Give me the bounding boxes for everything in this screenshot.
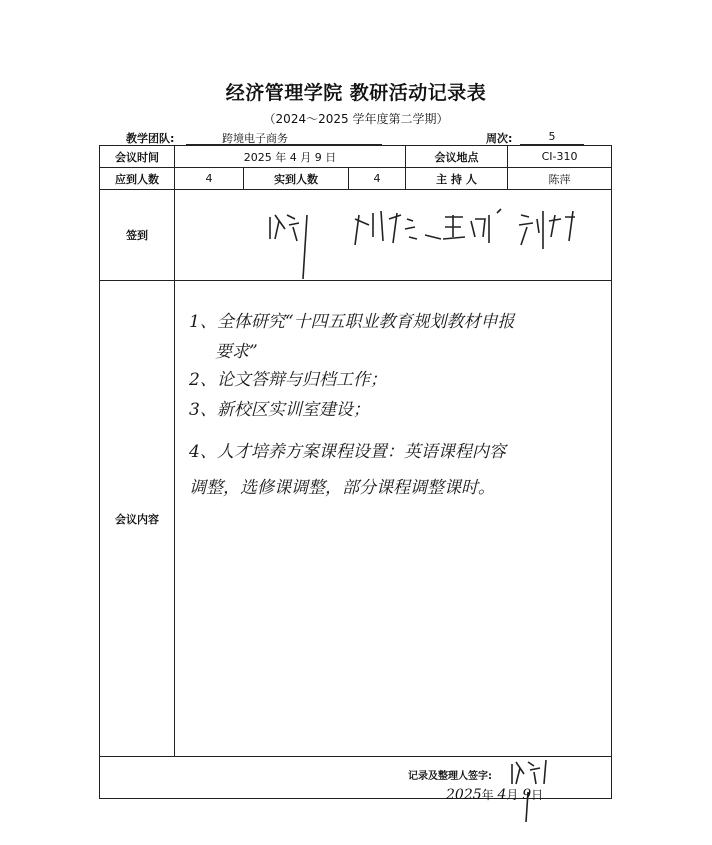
- content-handwriting: [175, 281, 610, 755]
- expected-count-value: 4: [175, 168, 244, 190]
- content-line-6: 调整，选修课调整，部分课程调整课时。: [189, 478, 495, 498]
- content-line-5: 4、人才培养方案课程设置：英语课程内容: [189, 442, 506, 462]
- host-label: 主 持 人: [406, 168, 508, 190]
- content-line-1: 1、全体研究“十四五职业教育规划教材申报: [189, 312, 515, 332]
- meeting-place-value: CI-310: [508, 146, 612, 168]
- week-value: 5: [520, 130, 584, 145]
- meeting-place-label: 会议地点: [406, 146, 508, 168]
- content-line-2: 要求”: [215, 342, 258, 362]
- page-title: 经济管理学院 教研活动记录表: [225, 82, 487, 104]
- content-line-3: 2、论文答辩与归档工作；: [189, 370, 387, 390]
- date-day-unit: 日: [531, 788, 544, 802]
- host-value: 陈萍: [508, 168, 612, 190]
- team-value: 跨境电子商务: [186, 130, 382, 145]
- team-label: 教学团队:: [126, 132, 175, 145]
- signin-signatures: [175, 191, 610, 280]
- record-table: [99, 145, 612, 799]
- date-year: 2025: [446, 787, 482, 803]
- signin-label: 签到: [100, 190, 175, 281]
- date-month-unit: 月: [506, 788, 519, 802]
- record-date: [446, 786, 543, 803]
- date-month: 4: [497, 787, 507, 803]
- date-day: 9: [522, 787, 532, 803]
- recorder-label: 记录及整理人签字:: [408, 771, 492, 782]
- expected-count-label: 应到人数: [100, 168, 175, 190]
- content-label: 会议内容: [100, 281, 175, 757]
- week-label: 周次:: [486, 132, 513, 145]
- actual-count-label: 实到人数: [244, 168, 349, 190]
- page-subtitle: （2024～2025 学年度第二学期）: [263, 112, 449, 126]
- content-line-4: 3、新校区实训室建设；: [189, 400, 370, 420]
- meeting-time-label: 会议时间: [100, 146, 175, 168]
- actual-count-value: 4: [349, 168, 406, 190]
- date-year-unit: 年: [481, 788, 494, 802]
- meeting-time-value: 2025 年 4 月 9 日: [175, 146, 406, 168]
- signin-area: [175, 190, 612, 281]
- content-area: [175, 281, 612, 757]
